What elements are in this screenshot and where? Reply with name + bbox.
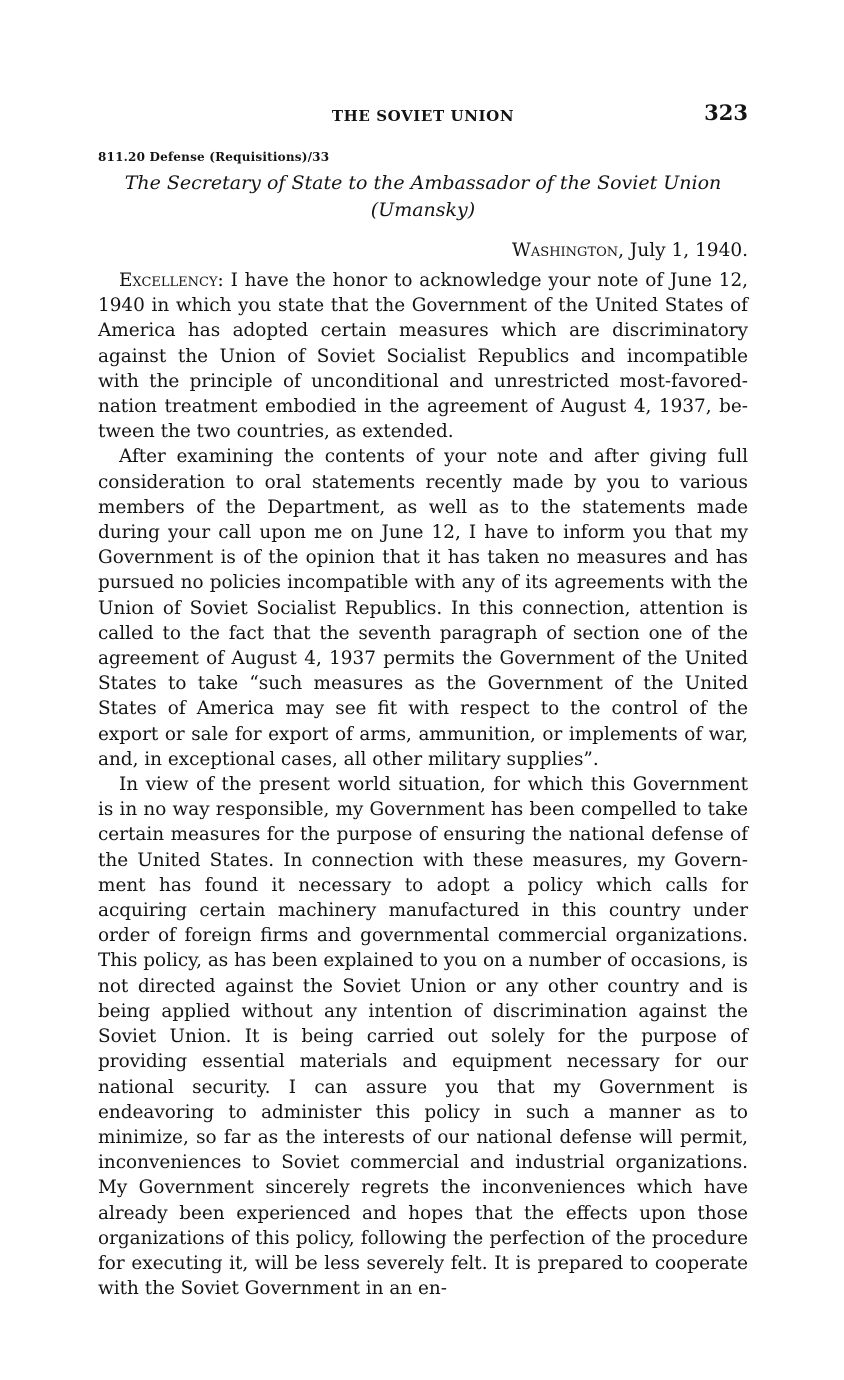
letter-body <box>98 268 748 1301</box>
running-title: THE SOVIET UNION <box>331 107 515 125</box>
dateline <box>98 240 748 261</box>
paragraph <box>98 268 748 444</box>
paragraph: In view of the present world situation, for which this Government is in no way responsible, my Government has been compelled to take certain measures for the purpose of ensuring the national defense of the United States. In connection with these measures, my Government has found it necessary to adopt a policy which calls for acquiring certain machinery manufactured in this country under order of foreign firms and governmental commercial organizations. This policy, as has been explained to you on a number of occasions, is not directed against the Soviet Union or any other country and is being applied without any intention of discrimination against the Soviet Union. It is being carried out solely for the purpose of providing essential materials and equipment necessary for our national security. I can assure you that my Government is endeavoring to administer this policy in such a manner as to minimize, so far as the interests of our national defense will permit, inconveniences to Soviet commercial and industrial organizations. My Government sincerely regrets the inconveniences which have already been experienced and hopes that the effects upon those organizations of this policy, following the perfection of the procedure for executing it, will be less severely felt. It is prepared to cooperate with the Soviet Government in an en- <box>98 774 748 1300</box>
dateline-place: Washington, <box>511 240 625 261</box>
page-number: 323 <box>704 100 748 125</box>
paragraph-text: I have the honor to acknowledge your note of June 12, 1940 in which you state that the Government of the United States of America has adopted certain measures which are discriminatory against the Union of Soviet Socialist Republics and incompatible with the principle of unconditional and unrestricted most-favored-nation treatment embodied in the agreement of August 4, 1937, between the two countries, as extended. <box>98 270 748 443</box>
document-title: The Secretary of State to the Ambassador of the Soviet Union (Umansky) <box>124 172 722 221</box>
dateline-date: July 1, 1940. <box>629 240 748 261</box>
running-head <box>98 100 748 132</box>
paragraph: After examining the contents of your note and after giving full consideration to oral statements recently made by you to various members of the Department, as well as to the statements made during your call upon me on June 12, I have to inform you that my Government is of the opinion that it has taken no measures and has pursued no policies incompatible with any of its agreements with the Union of Soviet Socialist Republics. In this connection, attention is called to the fact that the seventh paragraph of section one of the agreement of August 4, 1937 permits the Government of the United States to take “such measures as the Government of the United States of America may see fit with respect to the control of the export or sale for export of arms, ammunition, or implements of war, and, in exceptional cases, all other military supplies”. <box>98 446 748 770</box>
salutation: Excellency: <box>119 270 224 291</box>
file-number: 811.20 Defense (Requisitions)/33 <box>98 150 330 164</box>
